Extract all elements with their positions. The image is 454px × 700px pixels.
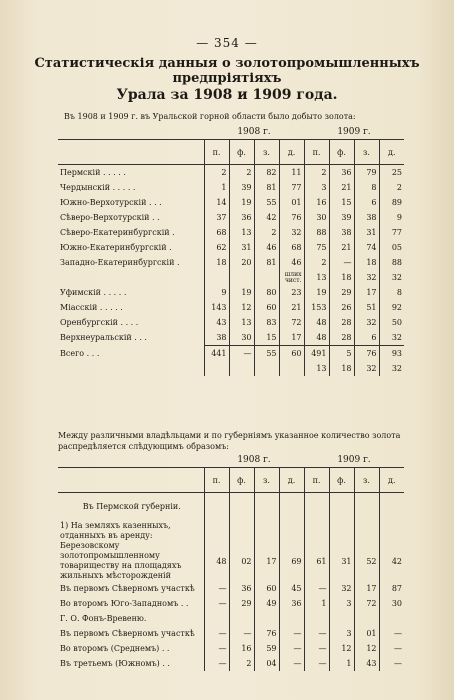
cell-value: 18 [354, 255, 379, 270]
cell-value: — [204, 626, 229, 641]
cell-value: 32 [329, 581, 354, 596]
cell-value: 21 [279, 300, 304, 315]
row-name: Южно-Екатеринбургскій . [60, 243, 172, 252]
chist-label: чист. [284, 276, 302, 284]
table-row [58, 210, 404, 225]
cell-value: 32 [354, 270, 379, 285]
cell-value: 36 [229, 581, 254, 596]
cell-value: 74 [354, 240, 379, 255]
row-name: Въ Пермской губерніи. [82, 502, 181, 511]
cell-value: 13 [229, 225, 254, 240]
cell-value: — [304, 656, 329, 671]
cell-value: 31 [229, 240, 254, 255]
row-name: Пермскій . . . . . [60, 168, 126, 177]
row-name-blank [58, 361, 204, 376]
cell-value [254, 493, 279, 522]
cell-value [204, 521, 229, 541]
row-name: Березовскому золотопромышленному товариществу на площадяхъ жильныхъ мѣсторожденій [60, 541, 182, 580]
cell-value: 61 [304, 541, 329, 581]
cell-empty [204, 361, 229, 376]
total-extra-value: 18 [329, 361, 354, 376]
cell-value: 30 [304, 210, 329, 225]
cell-value: 39 [229, 180, 254, 195]
cell-value: 60 [254, 300, 279, 315]
row-name: 1) На земляхъ казенныхъ, отданныхъ въ аренду: [60, 521, 171, 540]
cell-value: 02 [229, 541, 254, 581]
row-name: Г. О. Фонъ-Вревеню. [60, 613, 147, 623]
cell-value: 18 [329, 270, 354, 285]
cell-value: 32 [379, 330, 404, 346]
cell-value: 18 [204, 255, 229, 270]
cell-value: 32 [279, 225, 304, 240]
cell-value [379, 493, 404, 522]
cell-value: 16 [229, 641, 254, 656]
cell-value: 3 [329, 596, 354, 611]
col-header: д. [279, 468, 304, 493]
cell-empty [204, 270, 229, 285]
title-line-2: Урала за 1908 и 1909 года. [116, 87, 338, 103]
cell-value: 72 [279, 315, 304, 330]
cell-value: 17 [279, 330, 304, 346]
cell-value: 76 [279, 210, 304, 225]
cell-value: 19 [229, 285, 254, 300]
cell-value: 19 [304, 285, 329, 300]
total-extra-row [58, 361, 404, 376]
total-extra-value: 32 [354, 361, 379, 376]
cell-value: — [379, 641, 404, 656]
table-row-extra [58, 270, 404, 285]
cell-value: 88 [379, 255, 404, 270]
cell-value [354, 521, 379, 541]
cell-value: 17 [354, 581, 379, 596]
row-name: Сѣверо-Екатеринбургскій . [60, 228, 175, 237]
list-item [58, 493, 404, 522]
cell-value: — [204, 581, 229, 596]
cell-value: 81 [254, 180, 279, 195]
cell-value: 01 [354, 626, 379, 641]
cell-value: 29 [229, 596, 254, 611]
cell-value: 9 [204, 285, 229, 300]
cell-value: 38 [354, 210, 379, 225]
cell-value: 04 [254, 656, 279, 671]
cell-value: — [279, 626, 304, 641]
total-value: 5 [329, 346, 354, 362]
cell-value: 2 [229, 656, 254, 671]
title-line-1: Статистическія данныя о золотопромышленныхъ предпріятіяхъ [34, 56, 420, 86]
col-header: д. [379, 140, 404, 165]
cell-value: 72 [354, 596, 379, 611]
year-1909-2: 1909 г. [337, 454, 371, 465]
year-1909: 1909 г. [337, 126, 371, 137]
cell-empty [229, 361, 254, 376]
cell-value: — [204, 596, 229, 611]
table-row [58, 180, 404, 195]
cell-value: 30 [379, 596, 404, 611]
cell-value [204, 493, 229, 522]
cell-value: 2 [229, 165, 254, 181]
cell-empty [229, 270, 254, 285]
cell-value: 32 [354, 315, 379, 330]
cell-value: 92 [379, 300, 404, 315]
cell-value: 43 [204, 315, 229, 330]
col-header: з. [254, 468, 279, 493]
cell-value: 16 [304, 195, 329, 210]
row-name: Южно-Верхотурскій . . . [60, 198, 162, 207]
middle-text: Между различными владѣльцами и по губерніямъ указанное количество золота распредѣляется слѣдующимъ образомъ: [58, 431, 401, 451]
cell-value: 42 [254, 210, 279, 225]
cell-value: 28 [329, 330, 354, 346]
page-number: — 354 — [196, 36, 258, 50]
cell-value: 59 [254, 641, 279, 656]
cell-value: 42 [379, 541, 404, 581]
cell-value: 2 [379, 180, 404, 195]
cell-value: 36 [229, 210, 254, 225]
table-row [58, 165, 404, 181]
table-row [58, 195, 404, 210]
header-blank [58, 468, 204, 493]
table-row [58, 285, 404, 300]
row-name: Верхнеуральскій . . . [60, 333, 147, 343]
cell-value [379, 521, 404, 541]
cell-value: 9 [379, 210, 404, 225]
cell-value: 75 [304, 240, 329, 255]
row-name: Во второмъ (Среднемъ) . . [60, 643, 170, 653]
row-name: Чердынскій . . . . . [60, 183, 136, 192]
shlikh-label: шлих [284, 270, 302, 278]
list-item [58, 581, 404, 596]
cell-value: 31 [354, 225, 379, 240]
cell-value: 25 [379, 165, 404, 181]
cell-value: 77 [279, 180, 304, 195]
cell-value: 76 [254, 626, 279, 641]
cell-value: 12 [329, 641, 354, 656]
row-name: Оренбургскій . . . . [60, 318, 139, 327]
table-row [58, 255, 404, 270]
total-extra-value: 32 [379, 361, 404, 376]
cell-empty [254, 361, 279, 376]
cell-value: — [304, 641, 329, 656]
cell-value: — [379, 656, 404, 671]
col-header: ф. [329, 140, 354, 165]
cell-value [229, 521, 254, 541]
table-row [58, 330, 404, 346]
cell-value: 21 [329, 240, 354, 255]
cell-value: 8 [379, 285, 404, 300]
cell-value: 8 [354, 180, 379, 195]
cell-value: 38 [204, 330, 229, 346]
total-label: Всего . . . [60, 348, 100, 358]
cell-value: 32 [379, 270, 404, 285]
cell-value: 48 [304, 330, 329, 346]
cell-value: 82 [254, 165, 279, 181]
cell-value: 77 [379, 225, 404, 240]
cell-value: 43 [354, 656, 379, 671]
cell-value [329, 521, 354, 541]
cell-value: 23 [279, 285, 304, 300]
row-name: Міасскій . . . . . [60, 303, 123, 312]
cell-value: 51 [354, 300, 379, 315]
total-extra-value: 13 [304, 361, 329, 376]
cell-value: 12 [354, 641, 379, 656]
cell-value: 12 [229, 300, 254, 315]
cell-value: 68 [204, 225, 229, 240]
cell-value: 48 [304, 315, 329, 330]
cell-value: 60 [254, 581, 279, 596]
cell-value [354, 611, 379, 626]
cell-value: 30 [229, 330, 254, 346]
cell-value: 15 [329, 195, 354, 210]
cell-value [304, 521, 329, 541]
cell-value [279, 611, 304, 626]
total-value: 60 [279, 346, 304, 362]
cell-value: 31 [329, 541, 354, 581]
cell-value [379, 611, 404, 626]
cell-value: — [329, 255, 354, 270]
cell-value: 2 [254, 225, 279, 240]
list-item [58, 611, 404, 626]
col-header: з. [354, 140, 379, 165]
cell-value: 11 [279, 165, 304, 181]
table-row [58, 300, 404, 315]
col-header: з. [254, 140, 279, 165]
cell-value: 3 [304, 180, 329, 195]
row-name: Въ первомъ Сѣверномъ участкѣ [60, 583, 195, 593]
cell-value: 48 [204, 541, 229, 581]
cell-value: 26 [329, 300, 354, 315]
col-header: д. [379, 468, 404, 493]
row-name: Западно-Екатеринбургскій . [60, 258, 180, 267]
col-header: ф. [229, 140, 254, 165]
cell-empty [279, 361, 304, 376]
cell-value: 6 [354, 195, 379, 210]
cell-value: 68 [279, 240, 304, 255]
row-name: Во второмъ Юго-Западномъ . . [60, 598, 189, 608]
total-row [58, 346, 404, 362]
cell-value: 01 [279, 195, 304, 210]
table-row [58, 225, 404, 240]
total-value: — [229, 346, 254, 362]
cell-value: 83 [254, 315, 279, 330]
col-header: п. [304, 468, 329, 493]
cell-value [229, 611, 254, 626]
cell-value: 13 [229, 315, 254, 330]
col-header: ф. [229, 468, 254, 493]
cell-value [204, 611, 229, 626]
cell-value: — [229, 626, 254, 641]
cell-value [304, 493, 329, 522]
lead-text: Въ 1908 и 1909 г. въ Уральской горной области было добыто золота: [64, 112, 356, 121]
cell-value: — [204, 656, 229, 671]
row-name: Въ третьемъ (Южномъ) . . [60, 658, 170, 668]
cell-value: 89 [379, 195, 404, 210]
cell-value: 2 [304, 165, 329, 181]
shlikh-note [279, 270, 304, 285]
col-header: ф. [329, 468, 354, 493]
cell-value: 1 [304, 596, 329, 611]
cell-value: 39 [329, 210, 354, 225]
cell-value: — [204, 641, 229, 656]
cell-value: 14 [204, 195, 229, 210]
cell-value: 50 [379, 315, 404, 330]
cell-value: 143 [204, 300, 229, 315]
cell-value: 2 [304, 255, 329, 270]
cell-value: 46 [279, 255, 304, 270]
cell-value: 88 [304, 225, 329, 240]
cell-value: — [279, 656, 304, 671]
total-value: 491 [304, 346, 329, 362]
cell-value: 1 [329, 656, 354, 671]
col-header: з. [354, 468, 379, 493]
distribution-table [58, 452, 404, 671]
cell-value: — [304, 581, 329, 596]
row-name-blank [58, 270, 204, 285]
col-header: п. [304, 140, 329, 165]
cell-value: 3 [329, 626, 354, 641]
table-row [58, 315, 404, 330]
cell-value: 81 [254, 255, 279, 270]
cell-value: 6 [354, 330, 379, 346]
row-name: Сѣверо-Верхотурскій . . [60, 213, 160, 222]
list-item [58, 521, 404, 541]
total-value: 55 [254, 346, 279, 362]
cell-value [279, 521, 304, 541]
cell-value: 49 [254, 596, 279, 611]
total-value: 93 [379, 346, 404, 362]
cell-value: 55 [254, 195, 279, 210]
list-item [58, 541, 404, 581]
cell-value: 153 [304, 300, 329, 315]
cell-value: 20 [229, 255, 254, 270]
cell-value: 19 [229, 195, 254, 210]
cell-empty [254, 270, 279, 285]
cell-value: 87 [379, 581, 404, 596]
production-table [58, 124, 404, 376]
col-header: п. [204, 468, 229, 493]
row-name: Уфимскій . . . . . [60, 288, 127, 297]
cell-value: 69 [279, 541, 304, 581]
cell-value: 2 [204, 165, 229, 181]
cell-value [279, 493, 304, 522]
cell-value: 38 [329, 225, 354, 240]
cell-value: 62 [204, 240, 229, 255]
year-1908: 1908 г. [237, 126, 271, 137]
cell-value: 52 [354, 541, 379, 581]
cell-value: 46 [254, 240, 279, 255]
cell-value [229, 493, 254, 522]
cell-value: 17 [354, 285, 379, 300]
cell-value: 37 [204, 210, 229, 225]
cell-value: 28 [329, 315, 354, 330]
list-item [58, 596, 404, 611]
list-item [58, 656, 404, 671]
cell-value: 36 [279, 596, 304, 611]
cell-value: 17 [254, 541, 279, 581]
year-1908-2: 1908 г. [237, 454, 271, 465]
cell-value [329, 611, 354, 626]
cell-value [354, 493, 379, 522]
cell-value: 80 [254, 285, 279, 300]
total-value: 441 [204, 346, 229, 362]
cell-value [254, 521, 279, 541]
cell-value [329, 493, 354, 522]
cell-value: 13 [304, 270, 329, 285]
col-header: д. [279, 140, 304, 165]
cell-value: — [304, 626, 329, 641]
cell-value: 36 [329, 165, 354, 181]
cell-value: — [279, 641, 304, 656]
cell-value: 15 [254, 330, 279, 346]
cell-value: — [379, 626, 404, 641]
cell-value: 1 [204, 180, 229, 195]
cell-value [254, 611, 279, 626]
cell-value: 79 [354, 165, 379, 181]
cell-value [304, 611, 329, 626]
list-item [58, 626, 404, 641]
header-blank [58, 140, 204, 165]
list-item [58, 641, 404, 656]
row-name: Въ первомъ Сѣверномъ участкѣ [60, 628, 195, 638]
cell-value: 45 [279, 581, 304, 596]
total-value: 76 [354, 346, 379, 362]
col-header: п. [204, 140, 229, 165]
cell-value: 21 [329, 180, 354, 195]
cell-value: 05 [379, 240, 404, 255]
table-row [58, 240, 404, 255]
cell-value: 29 [329, 285, 354, 300]
